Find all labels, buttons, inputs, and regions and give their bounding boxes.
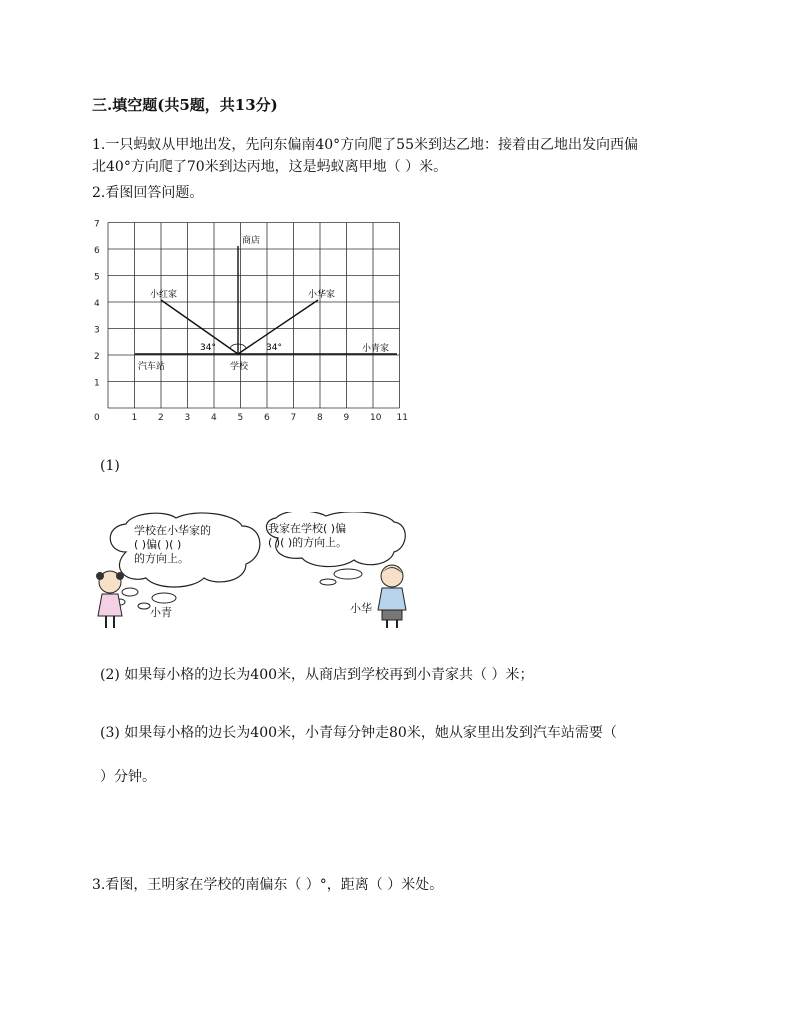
label-angle-left: 34°: [200, 343, 216, 353]
x-tick-label: 10: [370, 413, 382, 423]
bubble-right-tail-2: [320, 579, 336, 585]
y-tick-label: 6: [94, 246, 100, 256]
label-bus-station: 汽车站: [138, 362, 166, 372]
y-tick-label: 7: [94, 219, 100, 230]
question-1-line-1: 1.一只蚂蚁从甲地出发，先向东偏南40°方向爬了55米到达乙地：接着由乙地出发向西偏: [92, 137, 638, 153]
x-tick-label: 2: [158, 413, 164, 423]
bubble-left-text: [134, 524, 211, 566]
boy-figure: [378, 565, 406, 628]
bubble-right-line-1: 我家在学校( )偏: [268, 522, 347, 535]
x-tick-label: 6: [264, 413, 270, 423]
direction-grid-figure: [90, 214, 410, 430]
sub-question-3-line-1: (3) 如果每小格的边长为400米，小青每分钟走80米，她从家里出发到汽车站需要（: [100, 725, 617, 741]
boy-name: 小华: [350, 602, 372, 615]
x-tick-label: 8: [317, 413, 323, 423]
girl-name: 小青: [150, 606, 172, 619]
x-tick-label: 0: [94, 413, 100, 423]
x-tick-label: 4: [211, 413, 217, 423]
x-tick-label: 1: [131, 413, 138, 423]
bubble-right-text: [268, 522, 347, 550]
y-tick-label: 2: [94, 352, 100, 362]
sub-question-3-line-2: ）分钟。: [100, 769, 156, 785]
bubble-left-line-3: 的方向上。: [134, 552, 189, 565]
x-tick-label: 7: [290, 413, 297, 423]
section-title: 三.填空题(共5题，共13分): [92, 96, 278, 114]
bubble-left-tail-1: [122, 588, 138, 596]
label-xiaoqing: 小青家: [362, 344, 390, 354]
bubble-left-line-1: 学校在小华家的: [134, 524, 211, 537]
angle-arc-right: [238, 344, 246, 348]
bubble-extra-cloud-2: [138, 603, 150, 609]
label-xiaohong: 小红家: [150, 290, 178, 300]
bubble-extra-cloud-1: [152, 593, 176, 603]
axis-ticks: [94, 220, 408, 424]
label-school: 学校: [230, 362, 249, 372]
x-tick-label: 11: [396, 413, 408, 423]
question-3: 3.看图，王明家在学校的南偏东（ ）°，距离（ ）米处。: [92, 877, 444, 893]
question-2-prompt: 2.看图回答问题。: [92, 185, 204, 201]
sub-question-2: (2) 如果每小格的边长为400米，从商店到学校再到小青家共（ ）米；: [100, 667, 534, 683]
question-1-line-2: 北40°方向爬了70米到达丙地，这是蚂蚁离甲地（ ）米。: [92, 159, 448, 175]
y-tick-label: 1: [94, 378, 100, 389]
label-angle-right: 34°: [266, 343, 282, 353]
x-tick-label: 3: [184, 413, 191, 423]
bubble-right-tail-1: [334, 569, 362, 579]
x-tick-label: 9: [343, 413, 350, 423]
angle-arc-left: [230, 344, 238, 348]
bubble-left-line-2: ( )偏( )( ): [134, 538, 182, 551]
grid-lines: [108, 223, 400, 409]
y-tick-label: 3: [94, 325, 100, 336]
bubble-right-line-2: ( )( )的方向上。: [268, 536, 348, 549]
label-xiaohua: 小华家: [308, 290, 336, 300]
label-shop: 商店: [242, 236, 261, 246]
sub-question-1-label: (1): [100, 458, 120, 474]
y-tick-label: 5: [94, 272, 100, 283]
x-tick-label: 5: [237, 413, 244, 423]
question-1: [92, 134, 702, 178]
y-tick-label: 4: [94, 299, 100, 309]
